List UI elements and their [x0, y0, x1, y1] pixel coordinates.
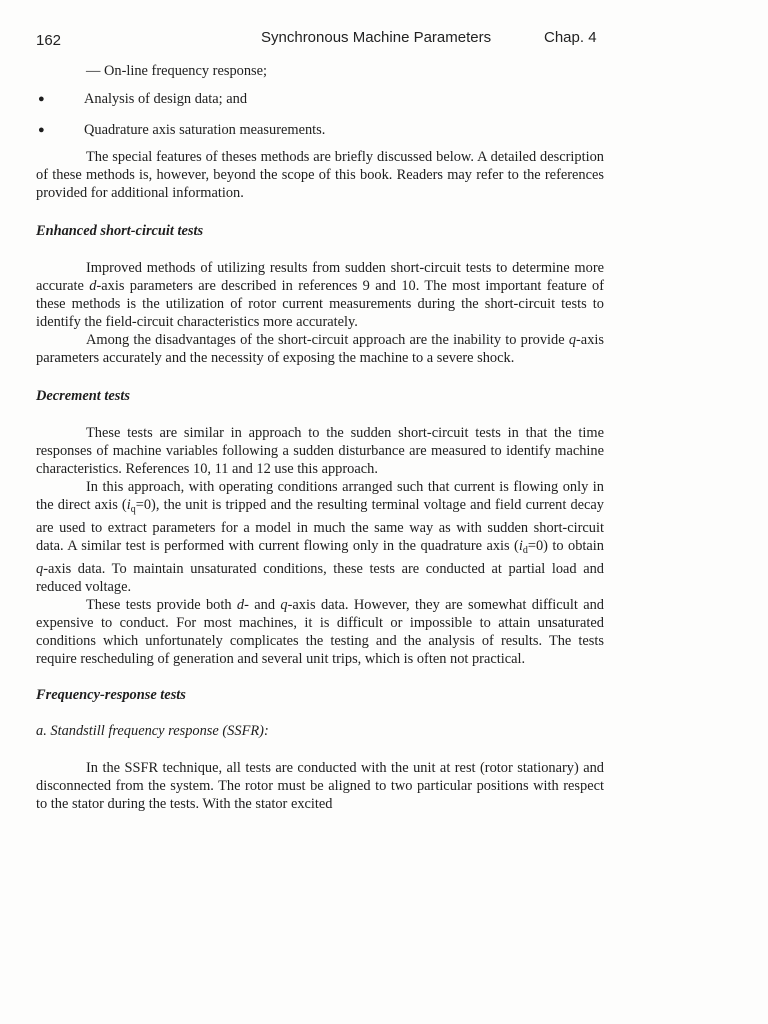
bullet-icon: ●: [38, 93, 45, 105]
body-text: [36, 62, 604, 813]
running-header: [36, 28, 612, 52]
text-run: =0), the unit is tripped and the resulting terminal voltage and field current decay are used to extract parameters for a model in much the same way as with sudden short-circuit data. A similar test is performed with current flowing only in the quadrature axis (: [36, 497, 605, 554]
text-run: These tests provide both: [86, 597, 237, 613]
math-var: q: [36, 561, 44, 577]
list-item-design-data: [36, 90, 604, 108]
text-run: - and: [244, 597, 281, 613]
math-var: d: [89, 278, 97, 294]
text-run: -axis parameters accurately and the necessity of exposing the machine to a severe shock.: [36, 332, 604, 366]
decrement-paragraph-1: These tests are similar in approach to the sudden short-circuit tests in that the time responses of machine variables following a sudden disturbance are measured to identify machine characteristics. References 10, 11 and 12 use this approach.: [36, 425, 604, 477]
list-item-text: Analysis of design data; and: [84, 91, 248, 107]
math-var: d: [236, 597, 245, 613]
bullet-icon: ●: [38, 124, 45, 136]
text-run: =0) to obtain: [527, 538, 604, 554]
chapter-label: Chap. 4: [544, 29, 597, 46]
list-item-saturation: [36, 121, 604, 139]
decrement-paragraph-2: [36, 478, 604, 596]
math-subscript: q: [130, 504, 136, 515]
text-run: Among the disadvantages of the short-circuit approach are the inability to provide: [86, 332, 569, 348]
text-run: -axis data. However, they are somewhat difficult and expensive to conduct. For most machines, it is difficult or impossible to attain unsaturated conditions which unfortunately complicates the testing and the analysis of results. The tests require rescheduling of generation and several unit trips, which is often not practical.: [36, 597, 604, 667]
math-var: i: [126, 497, 131, 513]
enhanced-paragraph-1: [36, 259, 604, 331]
text-run: -axis parameters are described in references 9 and 10. The most important feature of these methods is the utilization of rotor current measurements during the short-circuit tests to identify the field-circuit characteristics more accurately.: [36, 278, 605, 330]
math-var: q: [568, 332, 577, 348]
math-var: q: [280, 597, 288, 613]
list-item-online-frequency: — On-line frequency response;: [86, 63, 268, 79]
section-heading-decrement: Decrement tests: [36, 388, 130, 404]
subsection-heading-ssfr: a. Standstill frequency response (SSFR):: [36, 723, 269, 739]
text-run: -axis data. To maintain unsaturated conditions, these tests are conducted at partial load and reduced voltage.: [36, 561, 604, 595]
section-heading-enhanced: Enhanced short-circuit tests: [36, 223, 204, 239]
text-run: Improved methods of utilizing results from sudden short-circuit tests to determine more accurate: [36, 260, 604, 294]
section-heading-frequency: Frequency-response tests: [36, 687, 186, 703]
page-number: 162: [36, 32, 62, 49]
list-item-text: Quadrature axis saturation measurements.: [84, 122, 326, 138]
decrement-paragraph-3: [36, 596, 604, 668]
math-var: i: [518, 538, 523, 554]
intro-paragraph: The special features of theses methods are briefly discussed below. A detailed description of these methods is, however, beyond the scope of this book. Readers may refer to the references provided for additional information.: [36, 149, 604, 201]
ssfr-paragraph-1: In the SSFR technique, all tests are conducted with the unit at rest (rotor stationary) and disconnected from the system. The rotor must be aligned to two particular positions with respect to the stator during the tests. With the stator excited: [36, 760, 604, 812]
math-subscript: d: [522, 545, 528, 556]
running-title: Synchronous Machine Parameters: [261, 29, 492, 46]
enhanced-paragraph-2: [36, 331, 604, 367]
text-run: In this approach, with operating conditions arranged such that current is flowing only in the direct axis (: [36, 479, 604, 513]
